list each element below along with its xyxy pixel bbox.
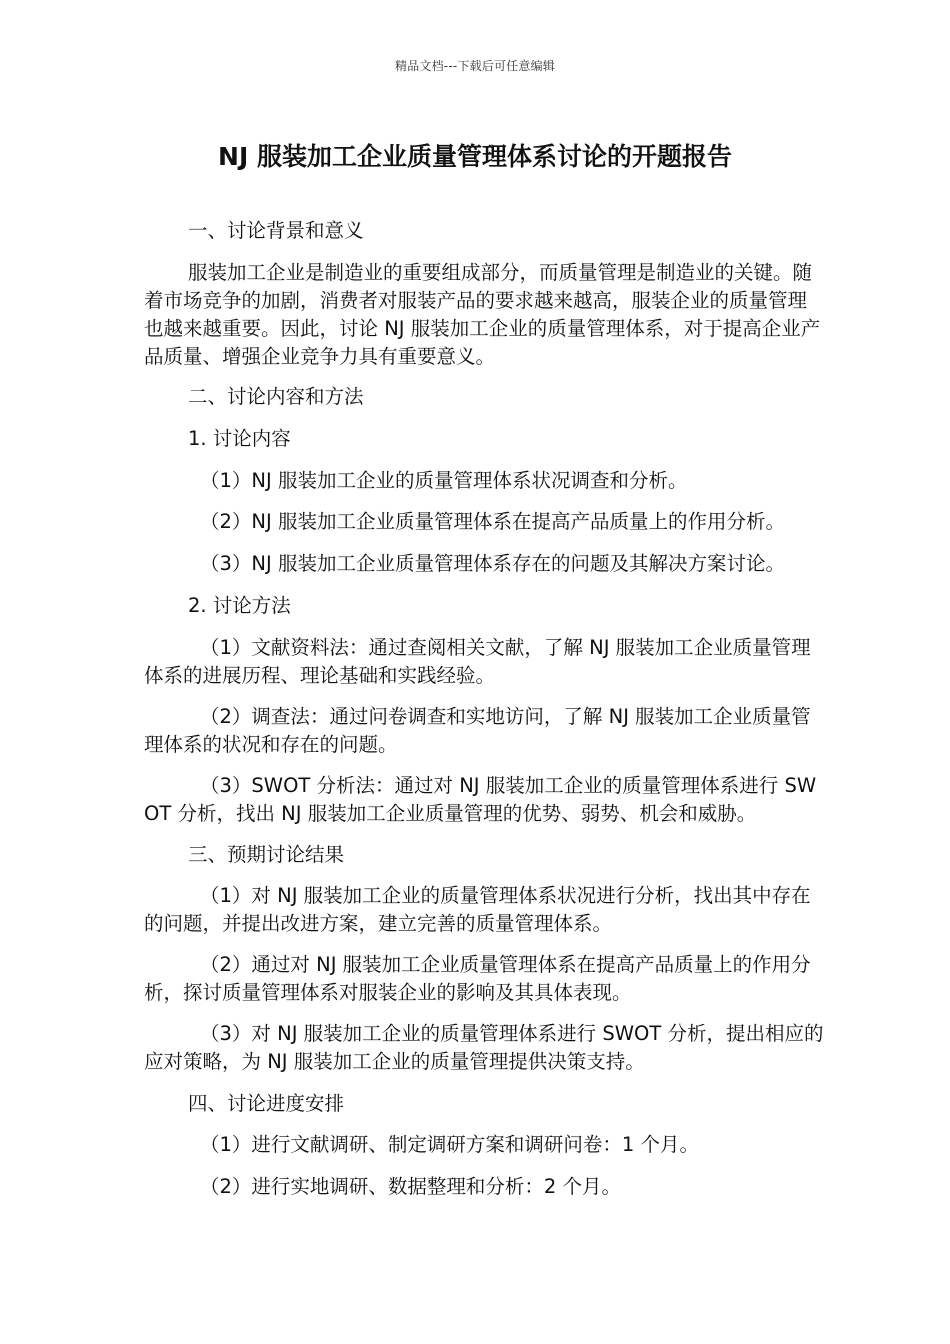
section-heading-2: 二、讨论内容和方法 bbox=[188, 385, 364, 408]
section-heading-3: 三、预期讨论结果 bbox=[188, 843, 345, 866]
list-item: （1）NJ 服装加工企业的质量管理体系状况调查和分析。 bbox=[200, 469, 688, 492]
list-item: （3）NJ 服装加工企业质量管理体系存在的问题及其解决方案讨论。 bbox=[200, 552, 785, 575]
list-item: （3）SWOT 分析法：通过对 NJ 服装加工企业的质量管理体系进行 SWOT 分析，找出 NJ 服装加工企业质量管理的优势、弱势、机会和威胁。 bbox=[144, 774, 817, 825]
body-paragraph: 服装加工企业是制造业的重要组成部分，而质量管理是制造业的关键。随着市场竞争的加剧，消费者对服装产品的要求越来越高，服装企业的质量管理也越来越重要。因此，讨论 NJ 服装加工企业的质量管理体系，对于提高企业产品质量、增强企业竞争力具有重要意义。 bbox=[144, 261, 821, 368]
list-item: （2）调查法：通过问卷调查和实地访问，了解 NJ 服装加工企业质量管理体系的状况和存在的问题。 bbox=[144, 705, 811, 756]
section-heading-1: 一、讨论背景和意义 bbox=[188, 219, 364, 242]
list-item: （1）进行文献调研、制定调研方案和调研问卷：1 个月。 bbox=[200, 1133, 700, 1156]
subsection-heading: 1. 讨论内容 bbox=[188, 427, 291, 450]
list-item: （1）对 NJ 服装加工企业的质量管理体系状况进行分析，找出其中存在的问题，并提出改进方案，建立完善的质量管理体系。 bbox=[144, 884, 811, 935]
subsection-heading: 2. 讨论方法 bbox=[188, 594, 291, 617]
list-item: （2）通过对 NJ 服装加工企业质量管理体系在提高产品质量上的作用分析，探讨质量管理体系对服装企业的影响及其具体表现。 bbox=[144, 953, 811, 1004]
list-item: （2）NJ 服装加工企业质量管理体系在提高产品质量上的作用分析。 bbox=[200, 510, 785, 533]
list-item: （1）文献资料法：通过查阅相关文献，了解 NJ 服装加工企业质量管理体系的进展历程、理论基础和实践经验。 bbox=[144, 636, 811, 687]
header-note: 精品文档---下载后可任意编辑 bbox=[395, 59, 555, 73]
list-item: （2）进行实地调研、数据整理和分析：2 个月。 bbox=[200, 1175, 622, 1198]
section-heading-4: 四、讨论进度安排 bbox=[188, 1092, 345, 1115]
list-item: （3）对 NJ 服装加工企业的质量管理体系进行 SWOT 分析，提出相应的应对策略，为 NJ 服装加工企业的质量管理提供决策支持。 bbox=[144, 1022, 824, 1073]
document-title: NJ 服装加工企业质量管理体系讨论的开题报告 bbox=[218, 142, 732, 171]
